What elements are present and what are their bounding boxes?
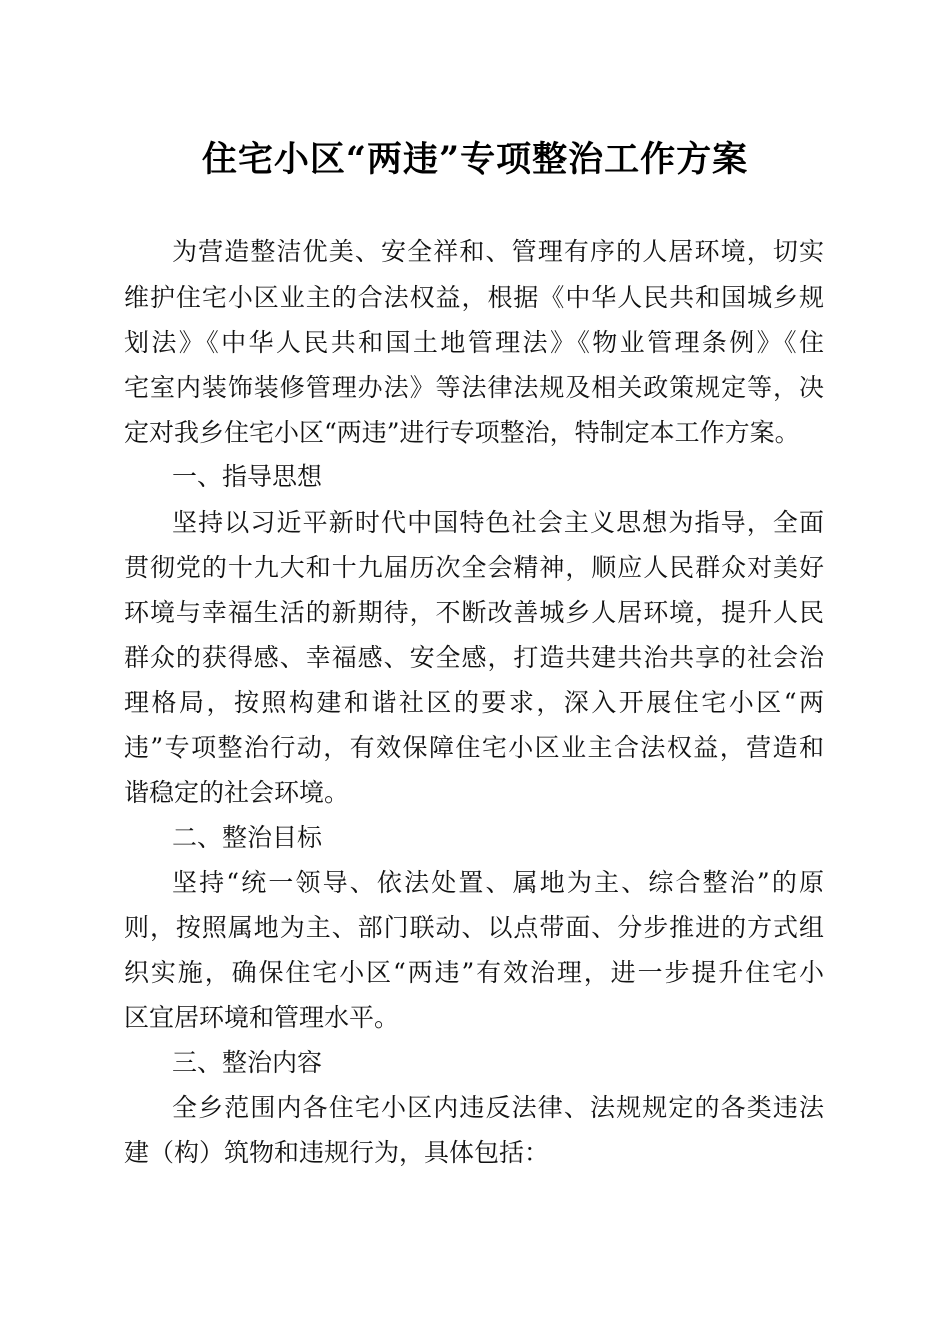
paragraph-line: 群众的获得感、幸福感、安全感，打造共建共治共享的社会治 bbox=[124, 643, 824, 672]
paragraph-line: 划法》《中华人民共和国土地管理法》《物业管理条例》《住 bbox=[124, 328, 824, 357]
paragraph-line: 为营造整洁优美、安全祥和、管理有序的人居环境，切实 bbox=[172, 237, 824, 266]
paragraph-line: 理格局，按照构建和谐社区的要求，深入开展住宅小区“两 bbox=[124, 688, 824, 717]
document-title: 住宅小区“两违”专项整治工作方案 bbox=[201, 139, 749, 180]
paragraph-line: 维护住宅小区业主的合法权益，根据《中华人民共和国城乡规 bbox=[124, 283, 824, 312]
paragraph-line: 宅室内装饰装修管理办法》等法律法规及相关政策规定等，决 bbox=[124, 373, 824, 402]
paragraph-line: 定对我乡住宅小区“两违”进行专项整治，特制定本工作方案。 bbox=[124, 418, 800, 447]
section-heading-goals: 二、整治目标 bbox=[172, 823, 323, 852]
paragraph-line: 全乡范围内各住宅小区内违反法律、法规规定的各类违法 bbox=[172, 1093, 824, 1122]
paragraph-line: 坚持“统一领导、依法处置、属地为主、综合整治”的原 bbox=[172, 868, 824, 897]
paragraph-line: 贯彻党的十九大和十九届历次全会精神，顺应人民群众对美好 bbox=[124, 553, 824, 582]
section-heading-guiding-ideology: 一、指导思想 bbox=[172, 462, 323, 491]
paragraph-line: 环境与幸福生活的新期待，不断改善城乡人居环境，提升人民 bbox=[124, 598, 824, 627]
section-heading-content: 三、整治内容 bbox=[172, 1048, 323, 1077]
paragraph-line: 织实施，确保住宅小区“两违”有效治理，进一步提升住宅小 bbox=[124, 958, 824, 987]
paragraph-line: 则，按照属地为主、部门联动、以点带面、分步推进的方式组 bbox=[124, 913, 824, 942]
paragraph-line: 违”专项整治行动，有效保障住宅小区业主合法权益，营造和 bbox=[124, 733, 824, 762]
paragraph-line: 坚持以习近平新时代中国特色社会主义思想为指导，全面 bbox=[172, 508, 824, 537]
paragraph-line: 谐稳定的社会环境。 bbox=[124, 778, 350, 807]
paragraph-line: 建（构）筑物和违规行为，具体包括： bbox=[124, 1138, 550, 1167]
paragraph-line: 区宜居环境和管理水平。 bbox=[124, 1003, 400, 1032]
